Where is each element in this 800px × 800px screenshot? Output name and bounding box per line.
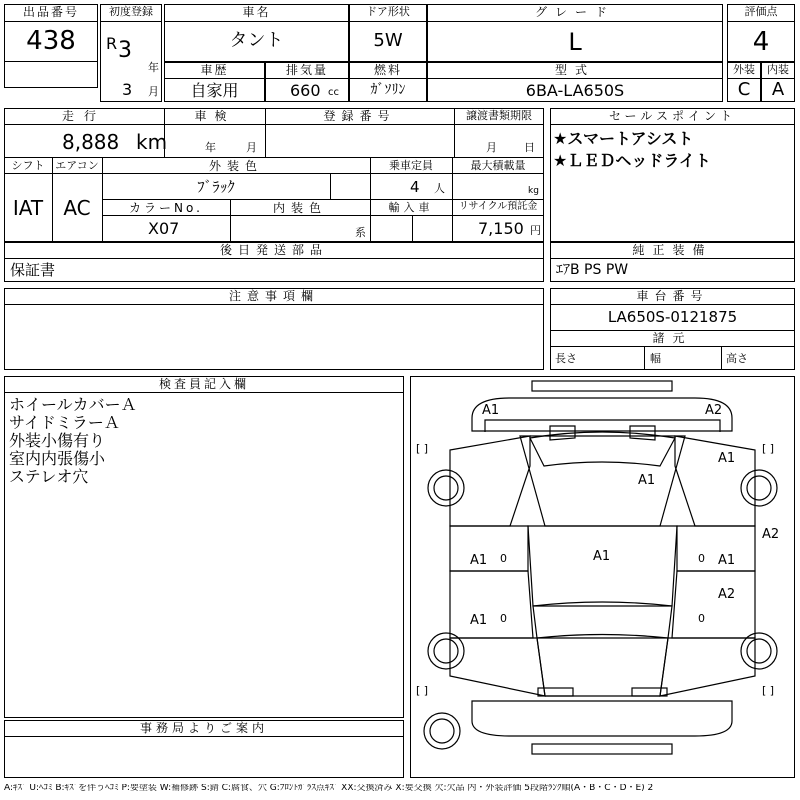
history-value: 自家用 xyxy=(190,81,239,100)
chassis-number-value: LA650S-0121875 xyxy=(607,308,738,326)
interior-grade-value: A xyxy=(771,79,785,100)
grade-label: グレード xyxy=(534,5,615,19)
grade-value: L xyxy=(568,28,582,56)
import-label: 輸入車 xyxy=(388,201,434,214)
color-number-label: カラーNo. xyxy=(129,201,203,215)
mileage-unit: km xyxy=(136,130,168,154)
sales-point-item: ★ＬＥＤヘッドライト xyxy=(553,151,711,170)
zero-mark: 0 xyxy=(698,552,705,565)
transfer-day-unit: 日 xyxy=(524,141,535,154)
air-conditioner-value: AC xyxy=(63,196,91,220)
later-parts-value: 保証書 xyxy=(10,261,56,279)
score-label: 評価点 xyxy=(744,5,778,18)
transfer-deadline-label: 譲渡書類期限 xyxy=(466,109,532,122)
car-name-label: 車名 xyxy=(242,5,271,19)
mark-front-left: A1 xyxy=(482,403,500,418)
exterior-grade-value: C xyxy=(737,79,751,100)
transfer-month-unit: 月 xyxy=(486,141,497,154)
bracket-mark: [ ] xyxy=(762,684,775,697)
inspector-note-line: ホイールカバーＡ xyxy=(9,395,137,414)
width-label: 幅 xyxy=(650,352,661,365)
mark-front-door-left: A1 xyxy=(470,553,488,568)
recycle-deposit-label: リサイクル預託金 xyxy=(458,201,538,212)
bracket-mark: [ ] xyxy=(416,684,429,697)
bracket-mark: [ ] xyxy=(762,442,775,455)
capacity-unit: 人 xyxy=(434,182,445,195)
car-body-diagram xyxy=(410,376,795,778)
fuel-value: ｶﾞｿﾘﾝ xyxy=(370,82,406,98)
max-load-label: 最大積載量 xyxy=(470,159,526,172)
model-value: 6BA-LA650S xyxy=(525,81,625,100)
history-label: 車歴 xyxy=(200,63,229,77)
era-letter: R xyxy=(106,34,118,53)
dimensions-label: 諸元 xyxy=(652,331,693,345)
length-label: 長さ xyxy=(555,352,577,365)
lot-number-label: 出品番号 xyxy=(22,5,79,19)
height-label: 高さ xyxy=(726,352,748,365)
displacement-label: 排気量 xyxy=(285,63,328,77)
inspection-year-unit: 年 xyxy=(205,141,216,154)
displacement-unit: cc xyxy=(328,87,339,98)
exterior-grade-label: 外装 xyxy=(733,63,755,76)
zero-mark: 0 xyxy=(698,612,705,625)
inspection-label: 車検 xyxy=(194,109,235,123)
fuel-label: 燃料 xyxy=(373,63,402,77)
zero-mark: 0 xyxy=(500,552,507,565)
zero-mark: 0 xyxy=(500,612,507,625)
max-load-unit: kg xyxy=(528,186,539,196)
inspector-note-line: サイドミラーＡ xyxy=(9,413,120,432)
year-unit: 年 xyxy=(148,61,159,74)
capacity-label: 乗車定員 xyxy=(389,159,433,172)
mark-fender-right: A1 xyxy=(718,451,736,466)
score-value: 4 xyxy=(752,27,770,57)
first-registration-label: 初度登録 xyxy=(109,5,153,18)
inspection-month-unit: 月 xyxy=(246,141,257,154)
exterior-color-label: 外装色 xyxy=(208,159,263,173)
inspector-notes-label: 検査員記入欄 xyxy=(158,377,249,391)
mark-front-right: A2 xyxy=(705,403,723,418)
capacity-value: 4 xyxy=(410,178,420,196)
car-name-value: タント xyxy=(229,30,284,51)
recycle-deposit-value: 7,150 xyxy=(478,219,524,238)
door-label: ドア形状 xyxy=(366,5,410,18)
interior-color-unit: 系 xyxy=(355,226,366,239)
mark-rear-door-right: A2 xyxy=(718,587,736,602)
vehicle-info-block xyxy=(4,108,544,242)
equipment-label: 純正装備 xyxy=(632,243,713,257)
interior-grade-label: 内装 xyxy=(767,63,789,76)
exterior-color-value: ﾌﾞﾗｯｸ xyxy=(197,178,235,196)
mileage-value: 8,888 xyxy=(62,130,120,154)
interior-color-label: 内装色 xyxy=(272,201,327,215)
notes-label: 注意事項欄 xyxy=(228,289,319,303)
mark-rear-door-left: A1 xyxy=(470,613,488,628)
bracket-mark: [ ] xyxy=(416,442,429,455)
mark-roof: A1 xyxy=(593,549,611,564)
shift-value: IAT xyxy=(12,196,44,220)
mileage-label: 走行 xyxy=(61,109,106,123)
registration-number-label: 登録番号 xyxy=(323,109,396,123)
inspector-note-line: 外装小傷有り xyxy=(9,431,106,450)
door-value: 5W xyxy=(373,30,403,51)
year-number: 3 xyxy=(118,38,132,63)
sales-point-item: ★スマートアシスト xyxy=(553,129,694,148)
air-conditioner-label: エアコン xyxy=(55,159,99,172)
displacement-value: 660 xyxy=(290,81,321,100)
office-notice-label: 事務局よりご案内 xyxy=(139,721,268,735)
legend-text: A:ｷｽﾞ U:ﾍｺﾐ B:ｷｽﾞを伴うﾍｺﾐ P:要塗装 W:補修跡 S:錆 C:腐食、穴 G:ﾌﾛﾝﾄｶﾞﾗｽ点ｷｽﾞ XX:交換済み X:要交換 欠:欠品 内・外装評価 5段階ﾗﾝｸ順(A・B・C・D・E) 2 xyxy=(4,784,654,793)
sales-points-label: セールスポイント xyxy=(609,109,736,123)
month-unit: 月 xyxy=(148,85,159,98)
inspector-note-line: 室内内張傷小 xyxy=(9,449,106,468)
chassis-label: 車台番号 xyxy=(636,289,709,303)
lot-number-value: 438 xyxy=(26,26,76,56)
equipment-value: ｴｱB PS PW xyxy=(556,262,629,278)
inspector-note-line: ステレオ穴 xyxy=(9,467,89,486)
mark-front-door-right: A1 xyxy=(718,553,736,568)
later-parts-label: 後日発送部品 xyxy=(219,243,328,257)
month-number: 3 xyxy=(122,80,133,99)
mark-right-side: A2 xyxy=(762,527,780,542)
color-number-value: X07 xyxy=(148,219,180,238)
mark-hood: A1 xyxy=(638,473,656,488)
shift-label: シフト xyxy=(11,159,45,172)
model-label: 型式 xyxy=(554,63,595,77)
recycle-deposit-unit: 円 xyxy=(530,224,541,237)
